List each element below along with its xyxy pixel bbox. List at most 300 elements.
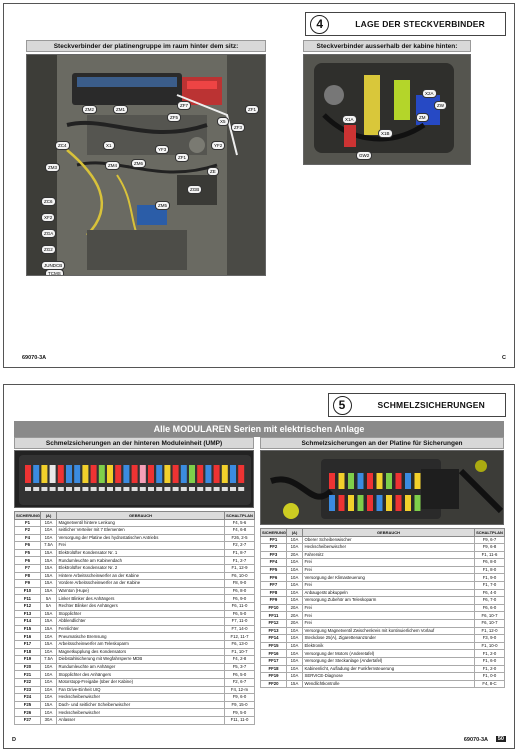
fuse-label-mark — [33, 487, 39, 491]
table-row — [261, 604, 505, 612]
fuse-usage: Wendlichtkontrolle — [303, 680, 475, 688]
fuse-id: F18 — [15, 648, 41, 656]
fuse-amps: 15A — [41, 557, 57, 565]
fuse-id: FF11 — [261, 612, 287, 620]
fuse-usage: Heckscheibenwischer — [57, 694, 225, 702]
fuse-label-mark — [238, 487, 244, 491]
fuse-id: FF5 — [261, 566, 287, 574]
fuse-usage: Frei — [303, 582, 475, 590]
fuse-usage: Heckscheibenwischer — [303, 544, 475, 552]
fuse-diagram: F6, 6-0 — [475, 604, 505, 612]
doc-code: 69070-3A — [463, 737, 488, 743]
fuse-amps: 10A — [287, 566, 303, 574]
fuse-diagram: F1, 2-7 — [225, 557, 255, 565]
fuse-diagram: F6, 4-0 — [475, 589, 505, 597]
fuse-mark — [238, 465, 244, 483]
label-zf7: ZF7 — [177, 101, 191, 110]
fuse-usage: Dach- und seitlicher Scheibenwischer — [57, 701, 225, 709]
fuse-usage: Rundumleuchte am Anhänger — [57, 663, 225, 671]
fuse-mark — [91, 465, 97, 483]
table-row — [15, 663, 255, 671]
table-row — [261, 566, 505, 574]
fuse-mark — [107, 465, 113, 483]
fuse-mark — [181, 465, 187, 483]
fuse-mark — [329, 473, 335, 489]
fuse-mark — [33, 465, 39, 483]
label-zf5: ZF5 — [167, 113, 181, 122]
fuse-diagram: F9, 5-0 — [225, 709, 255, 717]
fuse-id: FF18 — [261, 665, 287, 673]
fuse-label-mark — [91, 487, 97, 491]
label-zg2: ZG2 — [41, 245, 56, 254]
col-fuse: SICHERUNG — [16, 512, 41, 518]
page-number: 50 — [497, 736, 504, 742]
fuse-label-mark — [50, 487, 56, 491]
fuse-diagram: F4, 12-m — [225, 686, 255, 694]
fuse-label-mark — [189, 487, 195, 491]
fuse-mark — [58, 465, 64, 483]
left-photo-caption: Steckverbinder der platinengruppe im raum hinter dem sitz: — [26, 40, 266, 52]
label-yf3: YF3 — [155, 145, 169, 154]
fuse-amps: 15A — [41, 549, 57, 557]
fuse-diagram: F1, 10-7 — [225, 648, 255, 656]
fuse-label-mark — [25, 487, 31, 491]
table-row — [261, 551, 505, 559]
fuse-id: F10 — [15, 587, 41, 595]
fuse-amps: 10A — [41, 694, 57, 702]
fuse-amps: 7.5A — [41, 542, 57, 550]
fuse-id: F27 — [15, 716, 41, 724]
fuse-id: FF7 — [261, 582, 287, 590]
fuse-usage: Motorstopp-Freigabe (über der Kabine) — [57, 678, 225, 686]
fuse-diagram: F6, 5-0 — [225, 610, 255, 618]
label-zf3: ZF3 — [231, 123, 245, 132]
label-zm4: ZM4 — [105, 161, 120, 170]
fuse-amps: 10A — [287, 642, 303, 650]
fuse-id: FF4 — [261, 559, 287, 567]
table-row — [261, 680, 505, 688]
table-row — [261, 627, 505, 635]
table-row — [261, 620, 505, 628]
section-number: 4 — [310, 15, 329, 34]
table-row — [15, 557, 255, 565]
board-fuse-photo — [260, 450, 504, 525]
fuse-label-mark — [132, 487, 138, 491]
table-header — [15, 512, 255, 520]
board-fuse-table — [260, 528, 505, 688]
section-header — [328, 393, 507, 417]
fuse-diagram: F4, 8-C — [475, 680, 505, 688]
fuse-usage: Anlasser — [57, 716, 225, 724]
right-fuse-caption: Schmelzsicherungen an der Platine für Sicherungen — [260, 437, 504, 449]
fuse-diagram: F6, 10-7 — [475, 612, 505, 620]
table-row — [261, 574, 505, 582]
page-connector-locations — [3, 3, 515, 368]
fuse-diagram: F6, 9-0 — [225, 595, 255, 603]
fuse-usage: Frei — [57, 542, 225, 550]
col-usage: GEBRAUCH — [57, 512, 225, 520]
fuse-label-mark — [197, 487, 203, 491]
fuse-id: F6 — [15, 557, 41, 565]
fuse-amps: 15A — [41, 565, 57, 573]
fuse-usage: Steckdose 25(A), Zigarettenanzünder — [303, 635, 475, 643]
fuse-mark — [41, 465, 47, 483]
fuse-mark — [197, 465, 203, 483]
fuse-amps: 10A — [287, 627, 303, 635]
fuse-id: F23 — [15, 686, 41, 694]
fuse-usage: Stopplichter des Anhängers — [57, 671, 225, 679]
fuse-mark — [74, 465, 80, 483]
label-zga: ZGA — [41, 229, 56, 238]
fuse-id: FF14 — [261, 635, 287, 643]
fuse-diagram: F1, 11-6 — [475, 551, 505, 559]
fuse-mark — [115, 465, 121, 483]
fuse-usage: Fan Drive-Einheit UIQ — [57, 686, 225, 694]
fuse-mark — [348, 495, 354, 511]
fuse-amps: 10A — [287, 589, 303, 597]
fuse-amps: 10A — [41, 663, 57, 671]
table-row — [15, 618, 255, 626]
fuse-id: FF17 — [261, 658, 287, 666]
fuse-id: FF15 — [261, 642, 287, 650]
fuse-amps: 15A — [41, 618, 57, 626]
fuse-diagram: F6, 5-0 — [225, 671, 255, 679]
fuse-id: FF13 — [261, 627, 287, 635]
fuse-diagram: F5, 3-7 — [225, 663, 255, 671]
fuse-mark — [405, 495, 411, 511]
fuse-mark — [156, 465, 162, 483]
table-row — [15, 625, 255, 633]
fuse-label-mark — [58, 487, 64, 491]
fuse-label-mark — [41, 487, 47, 491]
fuse-diagram: F7, 11-0 — [225, 618, 255, 626]
table-row — [261, 673, 505, 681]
fuse-mark — [222, 465, 228, 483]
fuse-id: F9 — [15, 580, 41, 588]
section-header — [305, 12, 506, 36]
fuse-id: F21 — [15, 671, 41, 679]
fuse-diagram: F8, 9-0 — [225, 580, 255, 588]
corner-letter: C — [502, 355, 506, 361]
fuse-usage: Frei — [303, 559, 475, 567]
label-zm6: ZM6 — [131, 159, 146, 168]
fuse-amps: 10A — [41, 648, 57, 656]
fuse-usage: Anbaugerät abkuppeln — [303, 589, 475, 597]
fuse-mark — [164, 465, 170, 483]
fuse-usage: Versorgung der Motors (Anderetafel) — [303, 650, 475, 658]
label-tcms: TCMS — [45, 269, 64, 276]
right-connector-photo — [303, 54, 471, 165]
fuse-amps: 15A — [41, 587, 57, 595]
fuse-mark — [358, 495, 364, 511]
fuse-usage: Versorgung Magnetventil Zwischenkreis mit kontinuierlichem Vorlauf — [303, 627, 475, 635]
table-row — [261, 650, 505, 658]
fuse-diagram: F12, 11-7 — [225, 633, 255, 641]
fuse-id: FF16 — [261, 650, 287, 658]
fuse-amps: 15A — [41, 572, 57, 580]
col-usage: GEBRAUCH — [303, 529, 475, 537]
fuse-label-mark — [115, 487, 121, 491]
fuse-mark — [230, 465, 236, 483]
fuse-diagram: F7, 14-0 — [225, 625, 255, 633]
fuse-id: F16 — [15, 633, 41, 641]
fuse-label-mark — [205, 487, 211, 491]
fuse-id: F20 — [15, 663, 41, 671]
fuse-usage: Elektronik — [303, 642, 475, 650]
fuse-usage: Linker Blinker des Anhängers — [57, 595, 225, 603]
page-fuses — [3, 384, 515, 749]
fuse-amps: 15A — [41, 701, 57, 709]
fuse-amps: 15A — [287, 680, 303, 688]
fuse-usage: seitlicher Verteiler mit 7 Elementen — [57, 527, 225, 535]
fuse-id: F19 — [15, 656, 41, 664]
label-x1a: X1A — [342, 115, 357, 124]
label-zm3: ZM3 — [45, 163, 60, 172]
table-row — [15, 709, 255, 717]
fuse-mark — [386, 495, 392, 511]
fuse-usage: Elektrolüfter Kondensator Nr. 2 — [57, 565, 225, 573]
label-zm2: ZM2 — [82, 105, 97, 114]
label-x5: X5 — [217, 117, 229, 126]
table-row — [261, 559, 505, 567]
fuse-id: FF2 — [261, 544, 287, 552]
fuse-id: FF6 — [261, 574, 287, 582]
label-ze: ZE — [207, 167, 219, 176]
fuse-amps: 30A — [41, 716, 57, 724]
corner-letter: D — [12, 737, 16, 743]
fuse-mark — [405, 473, 411, 489]
table-row — [15, 534, 255, 542]
table-row — [261, 544, 505, 552]
table-row — [261, 665, 505, 673]
fuse-diagram: F6, 13-0 — [225, 641, 255, 649]
fuse-label-mark — [164, 487, 170, 491]
fuse-amps: 10A — [287, 597, 303, 605]
table-row — [15, 519, 255, 527]
fuse-id: FF12 — [261, 620, 287, 628]
table-row — [15, 686, 255, 694]
fuse-diagram: F2, 2-7 — [225, 542, 255, 550]
fuse-mark — [377, 473, 383, 489]
fuse-mark — [99, 465, 105, 483]
fuse-id: F15 — [15, 625, 41, 633]
label-x1: X1 — [103, 141, 115, 150]
fuse-amps: 10A — [41, 534, 57, 542]
col-amps: (A) — [287, 529, 303, 537]
table-row — [15, 641, 255, 649]
table-row — [15, 595, 255, 603]
board-fuse-illustration — [261, 451, 504, 525]
fuse-label-mark — [99, 487, 105, 491]
fuse-id: FF19 — [261, 673, 287, 681]
table-row — [15, 633, 255, 641]
label-zf1: ZF1 — [245, 105, 259, 114]
fuse-label-mark — [66, 487, 72, 491]
fuse-diagram: F4, 2-8 — [225, 656, 255, 664]
page-gap — [0, 370, 520, 382]
fuse-diagram: F1, 12-0 — [475, 627, 505, 635]
col-diagram: SCHALTPLAN — [226, 512, 253, 518]
fuse-usage: Frei — [303, 566, 475, 574]
fuse-amps: 10A — [41, 519, 57, 527]
label-zf1b: ZF1 — [175, 153, 189, 162]
fuse-usage: Rundumleuchte am Kabinendach — [57, 557, 225, 565]
left-photo-illustration — [27, 55, 266, 276]
fuse-usage: Oberer Scheibenwischer — [303, 536, 475, 544]
table-row — [261, 658, 505, 666]
fuse-id: F25 — [15, 701, 41, 709]
label-zc6: ZC6 — [41, 197, 56, 206]
fuse-mark — [329, 495, 335, 511]
label-xf2: XF2 — [41, 213, 55, 222]
fuse-mark — [386, 473, 392, 489]
fuse-id: F13 — [15, 610, 41, 618]
fuse-diagram: F9, 6-8 — [475, 544, 505, 552]
fuse-usage: Kabinenlicht, Aufladung der Funkfernsteuerung — [303, 665, 475, 673]
fuse-mark — [50, 465, 56, 483]
section-number: 5 — [333, 396, 352, 415]
label-zw: ZW — [434, 101, 447, 110]
fuse-usage: Fernlichter — [57, 625, 225, 633]
fuse-id: F26 — [15, 709, 41, 717]
fuse-mark — [339, 473, 345, 489]
fuse-amps: 10A — [287, 673, 303, 681]
fuse-id: F17 — [15, 641, 41, 649]
col-fuse: SICHERUNG — [262, 529, 287, 535]
fuse-amps: 7.5A — [41, 656, 57, 664]
table-row — [261, 597, 505, 605]
fuse-mark — [415, 495, 421, 511]
fuse-diagram: F1, 9-0 — [475, 574, 505, 582]
fuse-amps: 15A — [41, 610, 57, 618]
left-fuse-caption: Schmelzsicherungen an der hinteren Moduleinheit (UMP) — [14, 437, 254, 449]
doc-code: 69070-3A — [22, 355, 47, 361]
label-zm: ZM — [416, 113, 429, 122]
fuse-label-mark — [82, 487, 88, 491]
fuse-mark — [25, 465, 31, 483]
fuse-label-mark — [107, 487, 113, 491]
fuse-mark — [148, 465, 154, 483]
table-row — [261, 589, 505, 597]
fuse-amps: 10A — [287, 544, 303, 552]
table-header — [261, 529, 505, 537]
table-row — [261, 635, 505, 643]
fuse-mark — [173, 465, 179, 483]
fuse-mark — [66, 465, 72, 483]
fuse-id: F5 — [15, 549, 41, 557]
fuse-diagram: F1, 6-0 — [475, 658, 505, 666]
fuse-diagram: F1, 2-0 — [475, 665, 505, 673]
fuse-amps: 10A — [287, 665, 303, 673]
fuse-id: FF20 — [261, 680, 287, 688]
fuse-amps: 20A — [287, 620, 303, 628]
fuse-diagram: F6, 7-0 — [475, 597, 505, 605]
fuse-diagram: F6, 8-0 — [225, 587, 255, 595]
fuse-label-mark — [230, 487, 236, 491]
fuse-amps: 20A — [287, 604, 303, 612]
fuse-label-mark — [140, 487, 146, 491]
right-photo-illustration — [304, 55, 471, 165]
fuse-diagram: F1, 12-9 — [225, 565, 255, 573]
fuse-label-mark — [222, 487, 228, 491]
fuse-diagram: F6, 8-0 — [475, 559, 505, 567]
fuse-usage: Heckscheibenwischer — [57, 709, 225, 717]
fuse-id: F6 — [15, 542, 41, 550]
fuse-diagram: F9, 6-7 — [475, 536, 505, 544]
fuse-usage: Arbeitsscheinwerfer am Teleskoparm — [57, 641, 225, 649]
fuse-id: F7 — [15, 565, 41, 573]
fuse-amps: 20A — [287, 612, 303, 620]
fuse-usage: Magnetventil hintere Lenkung — [57, 519, 225, 527]
table-row — [15, 610, 255, 618]
fuse-label-mark — [181, 487, 187, 491]
fuse-id: F11 — [15, 595, 41, 603]
fuse-mark — [82, 465, 88, 483]
label-zc4: ZC4 — [55, 141, 70, 150]
fuse-usage: Frei — [303, 620, 475, 628]
table-row — [15, 549, 255, 557]
fuse-usage: Fahrersitz — [303, 551, 475, 559]
fuse-id: F1 — [15, 519, 41, 527]
label-zgb: ZGB — [187, 185, 202, 194]
fuse-usage: Frei — [303, 612, 475, 620]
fuse-usage: Frei — [303, 604, 475, 612]
fuse-usage: Warnton (Hupe) — [57, 587, 225, 595]
table-row — [15, 701, 255, 709]
fuse-mark — [132, 465, 138, 483]
ump-fuse-illustration — [15, 451, 254, 508]
fuse-id: FF10 — [261, 604, 287, 612]
label-zm1: ZM1 — [113, 105, 128, 114]
fuse-diagram: F6, 10-7 — [475, 620, 505, 628]
fuse-diagram: F11, 11-0 — [225, 716, 255, 724]
fuse-amps: 10A — [41, 527, 57, 535]
fuse-usage: Vordere Arbeitsscheinwerfer an der Kabine — [57, 580, 225, 588]
fuse-label-mark — [74, 487, 80, 491]
fuse-id: F22 — [15, 678, 41, 686]
fuse-amps: 5A — [41, 603, 57, 611]
fuse-usage: Versorgung der Steckanlage (Andertafel) — [303, 658, 475, 666]
label-x2a: X2A — [422, 89, 437, 98]
fuse-amps: 5A — [41, 595, 57, 603]
fuse-usage: Versorgung der Klimasteuerung — [303, 574, 475, 582]
fuse-label-mark — [123, 487, 129, 491]
fuse-id: FF9 — [261, 597, 287, 605]
fuse-diagram: F9, 6-0 — [225, 694, 255, 702]
section-title: LAGE DER STECKVERBINDER — [355, 19, 485, 29]
fuse-usage: SERVICE-Diagnose — [303, 673, 475, 681]
table-row — [261, 612, 505, 620]
fuse-diagram: F1, 2-0 — [475, 650, 505, 658]
fuse-diagram: F26, 2-5 — [225, 534, 255, 542]
fuse-mark — [214, 465, 220, 483]
fuse-amps: 10A — [41, 678, 57, 686]
fuse-label-mark — [173, 487, 179, 491]
fuse-mark — [367, 495, 373, 511]
fuse-label-mark — [156, 487, 162, 491]
fuse-mark — [415, 473, 421, 489]
fuse-diagram: F4, 5-6 — [225, 519, 255, 527]
label-gw2: GW2 — [356, 151, 372, 160]
fuse-label-mark — [148, 487, 154, 491]
fuse-amps: 10A — [287, 635, 303, 643]
table-row — [15, 716, 255, 724]
fuse-id: F4 — [15, 534, 41, 542]
table-row — [15, 694, 255, 702]
fuse-usage: Versorgung Zubehör am Teleskoparm — [303, 597, 475, 605]
fuse-amps: 15A — [41, 641, 57, 649]
fuse-id: F2 — [15, 527, 41, 535]
